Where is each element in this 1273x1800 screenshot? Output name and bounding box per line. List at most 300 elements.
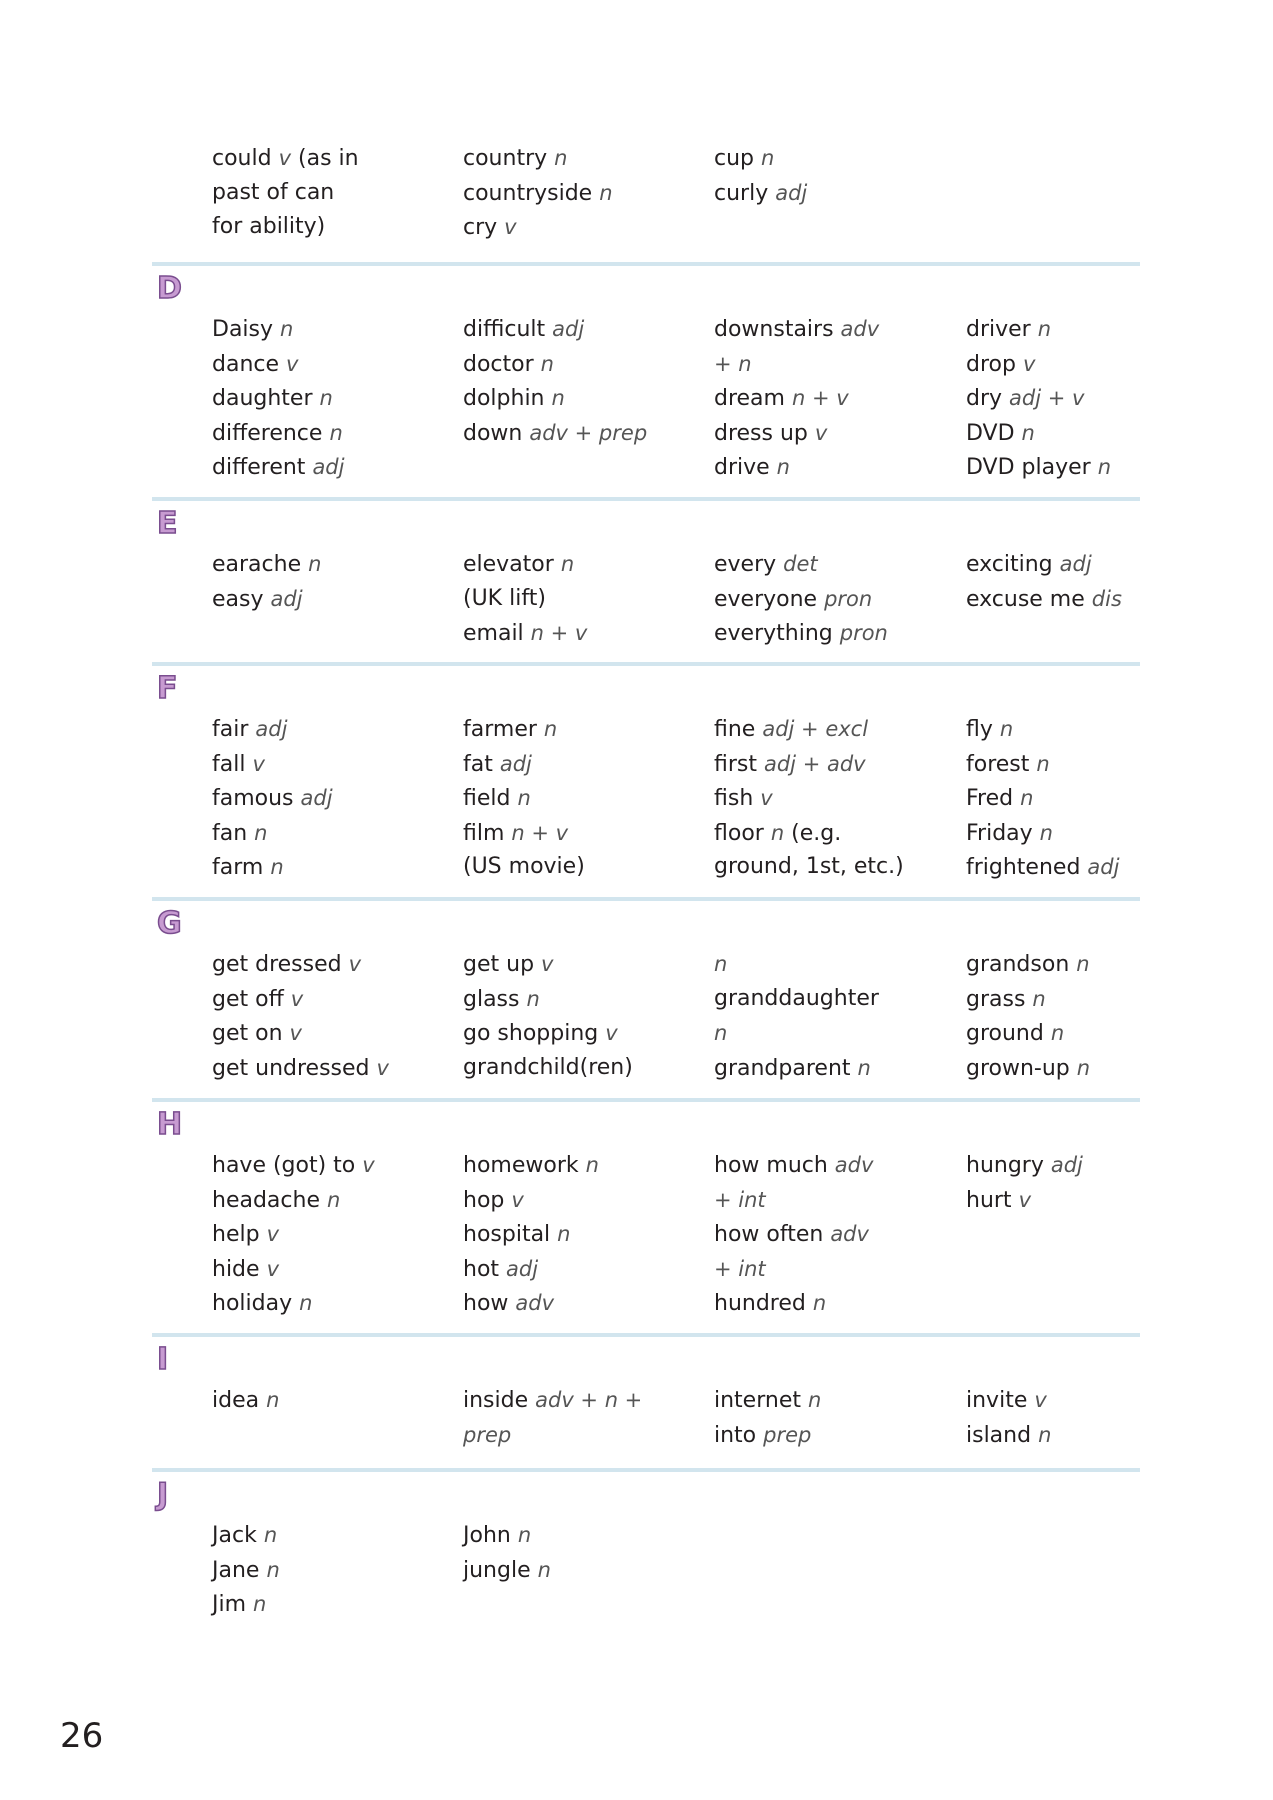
part-of-speech: adj xyxy=(1050,1153,1083,1177)
word-entry-line xyxy=(463,850,708,885)
part-of-speech: n xyxy=(299,1291,313,1315)
word-entry-line xyxy=(714,416,959,451)
part-of-speech: pron xyxy=(839,621,888,645)
part-of-speech: n xyxy=(517,786,531,810)
word-entry-line xyxy=(966,1051,1211,1086)
part-of-speech: adj + v xyxy=(1009,386,1085,410)
part-of-speech: adv + n + xyxy=(535,1388,643,1412)
part-of-speech: n xyxy=(540,351,554,376)
word-column xyxy=(212,547,457,616)
part-of-speech: n xyxy=(1039,820,1053,845)
part-of-speech: n + v xyxy=(511,820,569,845)
part-of-speech: v xyxy=(252,751,265,776)
word-text: difference xyxy=(212,420,330,446)
word-text: internet xyxy=(714,1388,808,1413)
section-letter: D xyxy=(157,271,182,306)
word-text: everything xyxy=(714,621,840,646)
word-column xyxy=(714,1148,959,1321)
word-column xyxy=(212,1518,457,1622)
word-entry-line xyxy=(463,176,708,211)
word-entry-line xyxy=(212,176,457,211)
part-of-speech: n xyxy=(537,1557,551,1582)
section-letter: J xyxy=(157,1477,169,1512)
word-entry-line xyxy=(212,416,457,451)
part-of-speech: n xyxy=(1032,986,1046,1011)
word-column xyxy=(212,1148,457,1321)
word-text: dress up xyxy=(714,420,815,446)
word-text: earache xyxy=(212,552,309,577)
part-of-speech: n xyxy=(1076,1055,1091,1080)
word-entry-line xyxy=(463,347,708,382)
word-entry-line xyxy=(212,312,457,347)
word-entry-line xyxy=(714,1148,959,1183)
word-text: fall xyxy=(212,751,253,777)
word-entry-line xyxy=(714,176,959,211)
part-of-speech: n xyxy=(263,1523,278,1547)
part-of-speech: + int xyxy=(714,1187,766,1212)
part-of-speech: n xyxy=(1021,420,1035,445)
word-text: frightened xyxy=(966,855,1088,880)
part-of-speech: v xyxy=(290,986,304,1011)
word-entry-line xyxy=(463,816,708,851)
word-entry-line xyxy=(463,781,708,816)
word-text: fly xyxy=(966,717,1000,742)
word-column xyxy=(463,1148,708,1321)
word-text: hop xyxy=(463,1187,512,1213)
word-entry-line xyxy=(212,1217,457,1252)
word-entry-line xyxy=(212,816,457,851)
word-text: invite xyxy=(966,1388,1035,1413)
word-entry-line xyxy=(714,850,959,885)
word-text: cup xyxy=(714,146,761,171)
word-column xyxy=(212,712,457,885)
word-text: country xyxy=(463,146,555,171)
word-entry-line xyxy=(463,712,708,747)
word-entry-line xyxy=(714,582,959,617)
word-entry-line xyxy=(714,1183,959,1218)
word-entry-line xyxy=(714,1051,959,1086)
part-of-speech: v xyxy=(760,786,773,810)
word-text: holiday xyxy=(212,1291,300,1316)
word-text: dry xyxy=(966,386,1010,411)
word-entry-line xyxy=(714,712,959,747)
word-text: grown-up xyxy=(966,1055,1077,1081)
part-of-speech: n xyxy=(253,1592,267,1616)
word-entry-line xyxy=(714,816,959,851)
word-text: cry xyxy=(463,215,505,240)
part-of-speech: prep xyxy=(763,1422,812,1447)
part-of-speech: n xyxy=(560,552,575,576)
part-of-speech: n xyxy=(280,317,294,341)
word-entry-line xyxy=(714,1418,959,1453)
part-of-speech: adj xyxy=(300,786,333,810)
word-column xyxy=(714,312,959,485)
word-entry-line xyxy=(714,747,959,782)
section-divider xyxy=(152,497,1140,501)
part-of-speech: n xyxy=(526,986,540,1011)
part-of-speech: n xyxy=(266,1388,280,1412)
word-entry-line xyxy=(714,450,959,485)
word-text: fish xyxy=(714,786,761,811)
word-column xyxy=(714,947,959,1085)
word-entry-line xyxy=(463,1148,708,1183)
word-text: fine xyxy=(714,717,763,742)
part-of-speech: v xyxy=(1034,1388,1047,1412)
part-of-speech: n xyxy=(1020,786,1034,810)
word-entry-line xyxy=(966,1016,1211,1051)
section-letter: E xyxy=(157,506,178,541)
word-text: (as in xyxy=(291,146,359,171)
word-text: (UK lift) xyxy=(463,585,546,611)
part-of-speech: v xyxy=(266,1222,279,1246)
part-of-speech: adv xyxy=(515,1291,555,1315)
word-text: get on xyxy=(212,1021,290,1046)
part-of-speech: adj xyxy=(506,1256,539,1281)
word-entry-line xyxy=(463,1016,708,1051)
word-text: downstairs xyxy=(714,317,841,342)
word-entry-line xyxy=(463,210,708,245)
word-entry-line xyxy=(463,1217,708,1252)
word-entry-line xyxy=(714,1286,959,1321)
word-text: easy xyxy=(212,586,271,612)
part-of-speech: v xyxy=(348,952,362,976)
word-text: daughter xyxy=(212,386,320,411)
part-of-speech: n xyxy=(554,146,568,170)
word-entry-line xyxy=(714,947,959,982)
word-text: (e.g. xyxy=(784,820,842,846)
word-text: grandparent xyxy=(714,1055,858,1081)
word-text: how often xyxy=(714,1222,831,1247)
word-column xyxy=(714,141,959,210)
word-text: idea xyxy=(212,1388,267,1413)
part-of-speech: v xyxy=(511,1187,524,1212)
part-of-speech: adj xyxy=(255,717,288,741)
word-entry-line xyxy=(212,381,457,416)
word-text: grandchild(ren) xyxy=(463,1054,633,1080)
part-of-speech: v xyxy=(1022,351,1036,376)
word-entry-line xyxy=(212,1587,457,1622)
part-of-speech: n xyxy=(585,1153,599,1177)
word-entry-line xyxy=(212,1286,457,1321)
word-column xyxy=(212,1383,457,1418)
word-text: hungry xyxy=(966,1153,1051,1178)
word-text: elevator xyxy=(463,552,561,577)
section-letter: G xyxy=(157,906,182,941)
word-entry-line xyxy=(714,781,959,816)
word-column xyxy=(966,312,1211,485)
word-text: John xyxy=(463,1523,518,1548)
word-column xyxy=(463,1518,708,1587)
word-entry-line xyxy=(212,1518,457,1553)
word-text: Daisy xyxy=(212,317,281,342)
word-text: different xyxy=(212,455,313,480)
part-of-speech: n xyxy=(599,180,613,205)
word-entry-line xyxy=(212,947,457,982)
section-divider xyxy=(152,897,1140,901)
word-text: drive xyxy=(714,455,777,480)
word-text: fan xyxy=(212,820,255,846)
part-of-speech: n xyxy=(1036,751,1050,776)
word-text: dream xyxy=(714,386,792,411)
word-text: floor xyxy=(714,820,771,846)
word-text: dance xyxy=(212,351,287,377)
word-text: how xyxy=(463,1291,516,1316)
word-entry-line xyxy=(966,1418,1211,1453)
word-text: hospital xyxy=(463,1222,558,1247)
word-entry-line xyxy=(463,141,708,176)
part-of-speech: n xyxy=(1050,1021,1065,1045)
part-of-speech: v xyxy=(1018,1187,1031,1212)
part-of-speech: v xyxy=(362,1153,375,1177)
word-text: for ability) xyxy=(212,214,326,239)
word-entry-line xyxy=(714,1217,959,1252)
part-of-speech: v xyxy=(286,351,299,376)
part-of-speech: + int xyxy=(714,1256,766,1281)
word-text: forest xyxy=(966,751,1037,777)
word-entry-line xyxy=(714,1252,959,1287)
part-of-speech: adj xyxy=(1087,855,1120,879)
word-text: down xyxy=(463,420,530,446)
word-column xyxy=(212,312,457,485)
part-of-speech: v xyxy=(541,952,554,976)
word-entry-line xyxy=(463,312,708,347)
part-of-speech: adj xyxy=(312,455,345,479)
word-entry-line xyxy=(966,347,1211,382)
word-text: get up xyxy=(463,952,542,977)
word-column xyxy=(463,947,708,1085)
word-text: granddaughter xyxy=(714,985,879,1011)
word-text: have (got) to xyxy=(212,1153,363,1178)
word-text: exciting xyxy=(966,552,1060,577)
word-entry-line xyxy=(463,381,708,416)
part-of-speech: n xyxy=(551,386,565,410)
section-divider xyxy=(152,1098,1140,1102)
word-column xyxy=(966,1148,1211,1217)
word-text: every xyxy=(714,552,784,577)
word-entry-line xyxy=(463,582,708,617)
word-text: into xyxy=(714,1422,764,1448)
section-letter: F xyxy=(157,671,178,706)
part-of-speech: adj + excl xyxy=(762,717,869,741)
word-entry-line xyxy=(463,1252,708,1287)
part-of-speech: n xyxy=(319,386,333,410)
word-entry-line xyxy=(212,1553,457,1588)
section-divider xyxy=(152,262,1140,266)
part-of-speech: adj xyxy=(270,586,303,611)
part-of-speech: adj xyxy=(1059,552,1092,576)
word-text: ground, 1st, etc.) xyxy=(714,854,904,879)
word-entry-line xyxy=(714,982,959,1017)
word-entry-line xyxy=(212,450,457,485)
word-column xyxy=(966,1383,1211,1452)
word-text: grandson xyxy=(966,952,1077,977)
page-number: 26 xyxy=(60,1716,104,1756)
word-entry-line xyxy=(714,616,959,651)
word-entry-line xyxy=(966,1183,1211,1218)
part-of-speech: v xyxy=(605,1021,618,1045)
part-of-speech: v xyxy=(266,1256,279,1281)
word-text: go shopping xyxy=(463,1021,606,1046)
part-of-speech: n xyxy=(329,420,343,445)
part-of-speech: n xyxy=(1037,317,1052,341)
part-of-speech: dis xyxy=(1091,586,1122,611)
word-entry-line xyxy=(212,747,457,782)
section-divider xyxy=(152,662,1140,666)
word-entry-line xyxy=(463,947,708,982)
word-entry-line xyxy=(212,712,457,747)
word-text: Jane xyxy=(212,1557,267,1583)
word-text: fair xyxy=(212,717,256,742)
part-of-speech: + n xyxy=(714,351,752,376)
part-of-speech: v xyxy=(504,215,517,239)
word-entry-line xyxy=(463,1418,708,1453)
word-entry-line xyxy=(463,1383,708,1418)
word-entry-line xyxy=(966,781,1211,816)
part-of-speech: n xyxy=(1076,952,1090,976)
word-entry-line xyxy=(966,947,1211,982)
word-entry-line xyxy=(212,982,457,1017)
part-of-speech: n xyxy=(270,855,284,879)
section-divider xyxy=(152,1333,1140,1337)
word-entry-line xyxy=(463,416,708,451)
word-column xyxy=(966,712,1211,885)
word-entry-line xyxy=(966,450,1211,485)
part-of-speech: n xyxy=(326,1187,341,1212)
section-letter: I xyxy=(157,1342,169,1377)
word-entry-line xyxy=(463,982,708,1017)
part-of-speech: n + v xyxy=(530,621,588,645)
word-text: Fred xyxy=(966,786,1021,811)
word-text: could xyxy=(212,146,279,171)
word-text: hot xyxy=(463,1256,507,1282)
word-entry-line xyxy=(212,781,457,816)
word-entry-line xyxy=(463,747,708,782)
word-text: difficult xyxy=(463,317,553,342)
word-entry-line xyxy=(463,1553,708,1588)
word-column xyxy=(966,947,1211,1085)
word-entry-line xyxy=(966,547,1211,582)
part-of-speech: n xyxy=(714,952,728,976)
part-of-speech: adj xyxy=(775,180,808,205)
section-letter: H xyxy=(157,1107,183,1142)
word-text: Jack xyxy=(212,1523,264,1548)
word-entry-line xyxy=(212,1051,457,1086)
word-column xyxy=(463,1383,708,1452)
word-column xyxy=(463,547,708,651)
word-text: hundred xyxy=(714,1291,813,1316)
word-column xyxy=(714,712,959,885)
word-text: driver xyxy=(966,317,1038,342)
word-text: famous xyxy=(212,786,301,811)
part-of-speech: n xyxy=(812,1291,827,1315)
word-entry-line xyxy=(463,547,708,582)
word-text: island xyxy=(966,1422,1039,1448)
word-entry-line xyxy=(714,1016,959,1051)
word-text: ground xyxy=(966,1021,1051,1046)
part-of-speech: adj xyxy=(552,317,585,341)
word-text: DVD xyxy=(966,420,1022,446)
word-text: dolphin xyxy=(463,386,552,411)
word-entry-line xyxy=(463,1518,708,1553)
word-text: email xyxy=(463,621,531,646)
word-column xyxy=(714,547,959,651)
word-text: Jim xyxy=(212,1592,254,1617)
part-of-speech: v xyxy=(278,146,292,170)
part-of-speech: n xyxy=(517,1523,532,1547)
word-text: farm xyxy=(212,855,271,880)
word-entry-line xyxy=(966,312,1211,347)
word-text: excuse me xyxy=(966,586,1092,612)
word-entry-line xyxy=(212,1252,457,1287)
word-text: curly xyxy=(714,180,776,206)
section-divider xyxy=(152,1468,1140,1472)
word-entry-line xyxy=(966,850,1211,885)
part-of-speech: n xyxy=(543,717,558,741)
part-of-speech: pron xyxy=(824,586,873,611)
word-text: past of can xyxy=(212,179,335,205)
word-column xyxy=(463,312,708,450)
word-text: first xyxy=(714,751,764,777)
word-entry-line xyxy=(966,1148,1211,1183)
word-text: jungle xyxy=(463,1557,538,1583)
word-entry-line xyxy=(463,616,708,651)
word-text: Friday xyxy=(966,820,1040,846)
word-text: get undressed xyxy=(212,1055,377,1081)
word-entry-line xyxy=(966,712,1211,747)
part-of-speech: det xyxy=(783,552,818,576)
part-of-speech: n xyxy=(761,146,775,170)
part-of-speech: n xyxy=(254,820,268,845)
word-entry-line xyxy=(463,1051,708,1086)
word-column xyxy=(966,547,1211,616)
word-text: homework xyxy=(463,1153,586,1178)
word-entry-line xyxy=(212,347,457,382)
part-of-speech: adv xyxy=(830,1222,869,1246)
part-of-speech: n xyxy=(557,1222,571,1246)
part-of-speech: n + v xyxy=(791,386,849,410)
part-of-speech: n xyxy=(714,1021,728,1045)
part-of-speech: v xyxy=(814,420,828,445)
word-entry-line xyxy=(463,1286,708,1321)
word-entry-line xyxy=(212,210,457,245)
word-text: (US movie) xyxy=(463,854,585,879)
word-entry-line xyxy=(714,347,959,382)
word-text: farmer xyxy=(463,717,544,742)
word-text: grass xyxy=(966,986,1033,1012)
word-text: doctor xyxy=(463,351,541,377)
part-of-speech: adv xyxy=(840,317,880,341)
word-entry-line xyxy=(966,747,1211,782)
word-entry-line xyxy=(212,1016,457,1051)
word-entry-line xyxy=(714,1383,959,1418)
word-column xyxy=(212,947,457,1085)
word-column xyxy=(212,141,457,245)
word-entry-line xyxy=(212,547,457,582)
word-text: headache xyxy=(212,1187,327,1213)
word-entry-line xyxy=(966,816,1211,851)
word-entry-line xyxy=(714,312,959,347)
word-entry-line xyxy=(714,547,959,582)
word-entry-line xyxy=(966,582,1211,617)
part-of-speech: v xyxy=(376,1055,389,1080)
word-text: glass xyxy=(463,986,527,1012)
part-of-speech: n xyxy=(776,455,790,479)
word-text: everyone xyxy=(714,586,825,612)
word-entry-line xyxy=(463,1183,708,1218)
word-text: how much xyxy=(714,1153,835,1178)
word-entry-line xyxy=(966,1383,1211,1418)
word-entry-line xyxy=(212,850,457,885)
